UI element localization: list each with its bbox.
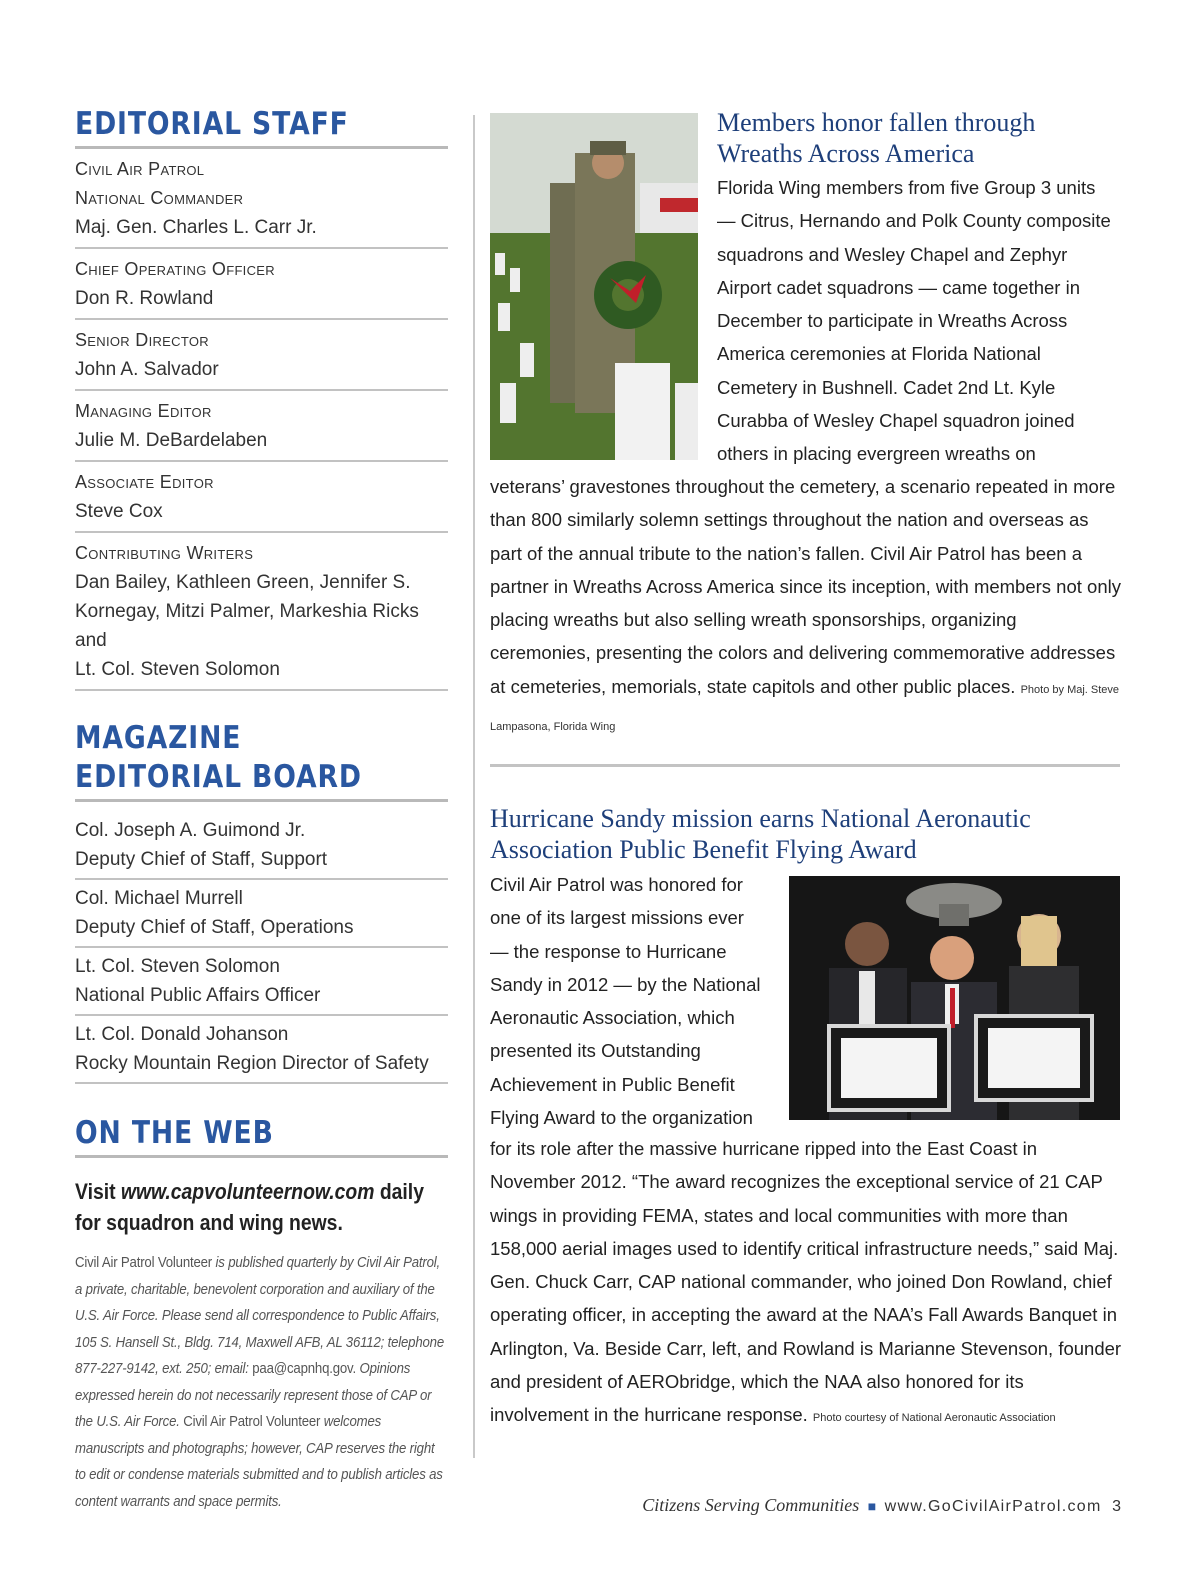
article-line: America ceremonies at Florida National	[717, 343, 1041, 365]
article-line: Achievement in Public Benefit	[490, 1073, 735, 1095]
award-photo	[789, 876, 1120, 1120]
editorial-staff-heading: EDITORIAL STAFF	[75, 106, 349, 142]
contact-email[interactable]: paa@capnhq.gov.	[252, 1360, 356, 1377]
person-name: John A. Salvador	[75, 359, 219, 380]
board-member-name: Lt. Col. Donald Johanson	[75, 1024, 289, 1045]
board-member-name: Col. Joseph A. Guimond Jr.	[75, 820, 306, 841]
publication-name: Civil Air Patrol Volunteer	[183, 1413, 321, 1430]
article2-headline	[490, 803, 1120, 865]
person-name: Don R. Rowland	[75, 288, 214, 309]
website-link[interactable]: www.capvolunteernow.com	[120, 1179, 375, 1204]
wreaths-photo-art	[490, 113, 698, 460]
staff-entry-coo	[75, 249, 448, 320]
person-name: Steve Cox	[75, 501, 163, 522]
footer-separator: ■	[867, 1498, 877, 1514]
board-member-name: Col. Michael Murrell	[75, 888, 243, 909]
headline-line: Association Public Benefit Flying Award	[490, 835, 917, 864]
board-member	[75, 812, 448, 880]
article-line: squadrons and Wesley Chapel and Zephyr	[717, 243, 1068, 265]
staff-entry-managing-editor	[75, 391, 448, 462]
article1-wrap-text	[717, 171, 1122, 471]
footer-tagline: Citizens Serving Communities	[642, 1495, 860, 1515]
person-name: Maj. Gen. Charles L. Carr Jr.	[75, 217, 317, 238]
web-promo	[75, 1176, 445, 1238]
article2-body	[490, 1132, 1122, 1436]
person-names: Kornegay, Mitzi Palmer, Markeshia Ricks and	[75, 601, 419, 651]
article-text: veterans’ gravestones throughout the cemetery, a scenario repeated in more than 800 similarly solemn settings throughout the nation and overseas as part of the annual tribute to the nation’s fallen. Civil Air Patrol has been a partner in Wreaths Across America since its inception, with members not only placing wreaths but also selling wreath sponsorships, organizing ceremonies, presenting the colors and delivering commemorative addresses at cemeteries, memorials, state capitols and other public places.	[490, 476, 1121, 697]
article-line: Civil Air Patrol was honored for	[490, 874, 743, 895]
article-divider	[490, 764, 1120, 767]
article-line: Sandy in 2012 — by the National	[490, 973, 761, 995]
headline-line: Wreaths Across America	[717, 139, 975, 168]
board-heading-line: MAGAZINE	[75, 720, 242, 756]
article-line: one of its largest missions ever	[490, 907, 744, 929]
board-member	[75, 948, 448, 1016]
headline-line: Hurricane Sandy mission earns National Aeronautic	[490, 804, 1031, 833]
role-label: Civil Air Patrol	[75, 159, 205, 179]
article-line: others in placing evergreen wreaths on	[717, 443, 1036, 465]
role-label: Contributing Writers	[75, 543, 254, 563]
role-label: Associate Editor	[75, 472, 214, 492]
article-line: — Citrus, Hernando and Polk County composite	[717, 210, 1111, 232]
board-member-title: Deputy Chief of Staff, Operations	[75, 917, 354, 938]
headline-line: Members honor fallen through	[717, 108, 1036, 137]
article-line: Airport cadet squadrons — came together in	[717, 276, 1080, 298]
board-member-title: Rocky Mountain Region Director of Safety	[75, 1053, 429, 1074]
page-footer	[642, 1495, 1121, 1516]
board-member	[75, 1016, 448, 1084]
publication-name: Civil Air Patrol Volunteer	[75, 1254, 213, 1271]
article-line: Cemetery in Bushnell. Cadet 2nd Lt. Kyle	[717, 376, 1056, 398]
article-text: for its role after the massive hurricane ripped into the East Coast in November 2012. “The award recognizes the exceptional service of 21 CAP wings in providing FEMA, states and local communities with more than 158,000 aerial images used to identify critical infrastructure needs,” said Maj. Gen. Chuck Carr, CAP national commander, who joined Don Rowland, chief operating officer, in accepting the award at the NAA’s Fall Awards Banquet in Arlington, Va. Beside Carr, left, and Rowland is Marianne Stevenson, founder and president of AERObridge, which the NAA also honored for its involvement in the hurricane response.	[490, 1138, 1122, 1426]
staff-entry-contributing-writers	[75, 533, 448, 691]
person-name: Julie M. DeBardelaben	[75, 430, 268, 451]
article-line: Aeronautic Association, which	[490, 1007, 735, 1029]
on-the-web-heading: ON THE WEB	[75, 1115, 274, 1151]
board-member-title: Deputy Chief of Staff, Support	[75, 849, 328, 870]
board-member-name: Lt. Col. Steven Solomon	[75, 956, 280, 977]
article-line: Florida Wing members from five Group 3 units	[717, 177, 1096, 198]
article1-body	[490, 470, 1122, 744]
column-divider	[473, 115, 475, 1458]
photo-credit: Photo courtesy of National Aeronautic Association	[812, 1412, 1056, 1425]
article-line: December to participate in Wreaths Across	[717, 310, 1068, 332]
photo-credit: Photo by Maj. Steve Lampasona, Florida Wing	[490, 683, 1120, 734]
article-line: Curabba of Wesley Chapel squadron joined	[717, 410, 1075, 432]
staff-entry-commander	[75, 149, 448, 249]
publication-notice	[75, 1250, 448, 1515]
board-member-title: National Public Affairs Officer	[75, 985, 321, 1006]
role-label: Senior Director	[75, 330, 209, 350]
left-column	[75, 105, 448, 1515]
article-line: Flying Award to the organization	[490, 1107, 753, 1129]
award-photo-art	[789, 876, 1120, 1120]
notice-text: is published quarterly by Civil Air Patrol, a private, charitable, benevolent corporation and auxiliary of the U.S. Air Force. Please send all correspondence to Public Affairs, 105 S. Hansell St., Bldg. 714, Maxwell AFB, AL 36112; telephone 877-227-9142, ext. 250; email:	[75, 1254, 445, 1377]
person-names: Lt. Col. Steven Solomon	[75, 659, 280, 680]
person-names: Dan Bailey, Kathleen Green, Jennifer S.	[75, 572, 411, 593]
staff-entry-senior-director	[75, 320, 448, 391]
notice-text: Opinions expressed herein do not necessarily represent those of CAP or the U.S. Air Force.	[75, 1360, 432, 1430]
role-label: Managing Editor	[75, 401, 212, 421]
footer-website[interactable]: www.GoCivilAirPatrol.com	[884, 1498, 1102, 1515]
role-label: National Commander	[75, 188, 244, 208]
editorial-board-heading	[75, 719, 396, 797]
board-member	[75, 880, 448, 948]
daily-text: daily	[379, 1179, 424, 1204]
article-line: presented its Outstanding	[490, 1040, 701, 1062]
wreaths-photo	[490, 113, 698, 460]
board-heading-line: EDITORIAL BOARD	[75, 759, 362, 795]
staff-entry-associate-editor	[75, 462, 448, 533]
visit-text: Visit	[75, 1179, 116, 1204]
web-promo-line2: for squadron and wing news.	[75, 1210, 343, 1235]
page-number: 3	[1112, 1498, 1121, 1515]
notice-text: welcomes manuscripts and photographs; however, CAP reserves the right to edit or condense materials submitted and to publish articles as content warrants and space permits.	[75, 1413, 443, 1510]
article-line: — the response to Hurricane	[490, 940, 727, 962]
article1-headline	[717, 107, 1117, 169]
role-label: Chief Operating Officer	[75, 259, 275, 279]
article2-wrap-text	[490, 868, 780, 1134]
